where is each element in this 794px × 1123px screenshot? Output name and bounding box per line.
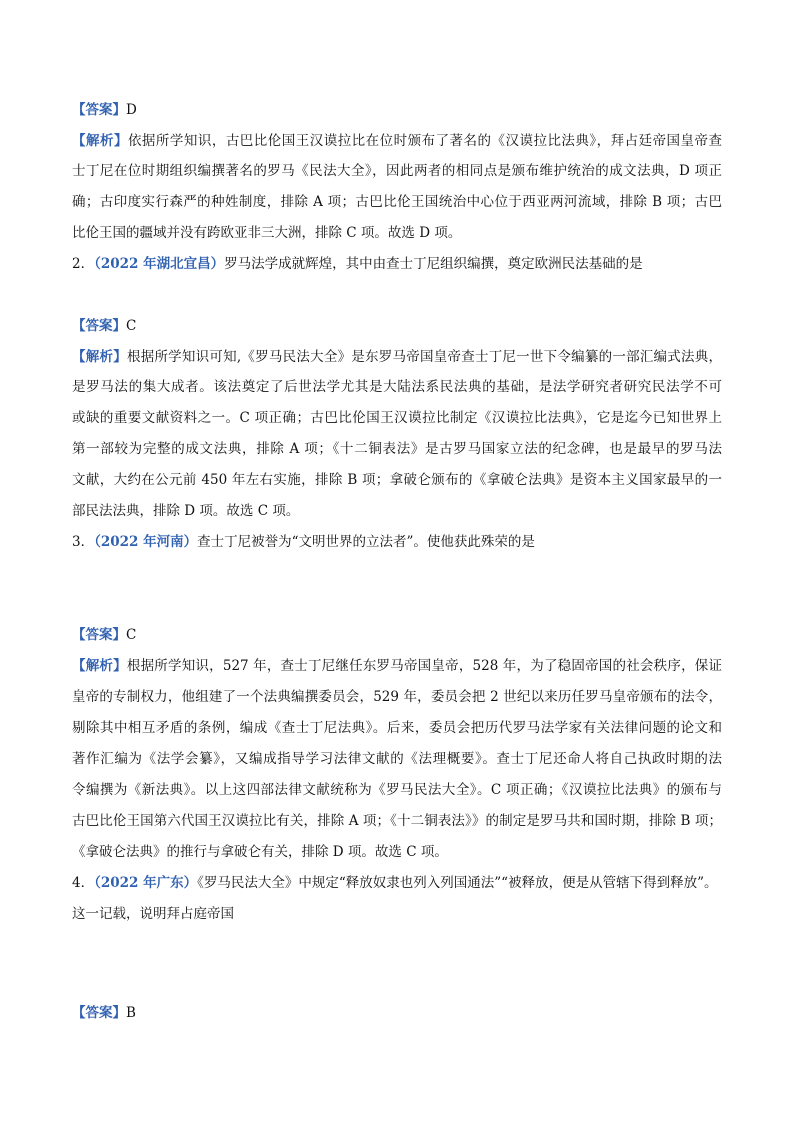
q2-stem: 2．（2022 年湖北宜昌）罗马法学成就辉煌，其中由查士丁尼组织编撰，奠定欧洲民法基础的是 (72, 256, 643, 272)
q3-analysis-line: 皇帝的专制权力，他组建了一个法典编撰委员会，529 年，委员会把 2 世纪以来历任罗马皇帝颁布的法令， (72, 689, 722, 705)
q3-answer: 【答案】C (72, 627, 137, 643)
q2-analysis-line: 是罗马法的集大成者。该法奠定了后世法学尤其是大陆法系民法典的基础，是法学研究者研究民法学不可 (72, 379, 722, 395)
q1-analysis-line: 【解析】依据所学知识，古巴比伦国王汉谟拉比在位时颁布了著名的《汉谟拉比法典》，拜占廷帝国皇帝查 (72, 133, 722, 149)
q1-analysis-line: 比伦王国的疆域并没有跨欧亚非三大洲，排除 C 项。故选 D 项。 (72, 225, 462, 241)
q2-analysis-line: 文献，大约在公元前 450 年左右实施，排除 B 项；拿破仑颁布的《拿破仑法典》是资本主义国家最早的一 (72, 472, 722, 488)
q2-analysis-line: 【解析】根据所学知识可知,《罗马民法大全》是东罗马帝国皇帝查士丁尼一世下令编纂的一部汇编式法典， (72, 349, 722, 365)
q2-analysis-line: 第一部较为完整的成文法典，排除 A 项；《十二铜表法》是古罗马国家立法的纪念碑，也是最早的罗马法 (72, 441, 722, 457)
q1-answer: 【答案】D (72, 102, 137, 118)
q1-analysis-line: 士丁尼在位时期组织编撰著名的罗马《民法大全》，因此两者的相同点是颁布维护统治的成文法典，D 项正 (72, 163, 722, 179)
q3-analysis-line: 《拿破仑法典》的推行与拿破仑有关，排除 D 项。故选 C 项。 (72, 844, 448, 860)
q3-analysis-line: 剔除其中相互矛盾的条例，编成《查士丁尼法典》。后来，委员会把历代罗马法学家有关法律问题的论文和 (72, 720, 722, 736)
q4-stem: 4．（2022 年广东）《罗马民法大全》中规定“释放奴隶也列入列国通法”“被释放，便是从管辖下得到释放”。 (72, 875, 718, 891)
q2-analysis-line: 或缺的重要文献资料之一。C 项正确；古巴比伦国王汉谟拉比制定《汉谟拉比法典》，它是迄今已知世界上 (72, 410, 722, 426)
q2-answer: 【答案】C (72, 318, 137, 334)
q3-stem: 3．（2022 年河南）查士丁尼被誉为“文明世界的立法者”。使他获此殊荣的是 (72, 534, 535, 550)
q3-analysis-line: 著作汇编为《法学会纂》，又编成指导学习法律文献的《法理概要》。查士丁尼还命人将自己执政时期的法 (72, 751, 722, 767)
q3-analysis-line: 令编撰为《新法典》。以上这四部法律文献统称为《罗马民法大全》。C 项正确；《汉谟拉比法典》的颁布与 (72, 782, 722, 798)
q3-analysis-line: 古巴比伦王国第六代国王汉谟拉比有关，排除 A 项；《十二铜表法》》的制定是罗马共和国时期，排除 B 项； (72, 813, 722, 829)
q3-analysis-line: 【解析】根据所学知识，527 年，查士丁尼继任东罗马帝国皇帝，528 年，为了稳固帝国的社会秩序，保证 (72, 658, 722, 674)
q2-analysis-line: 部民法法典，排除 D 项。故选 C 项。 (72, 503, 300, 519)
q4-answer: 【答案】B (72, 1005, 136, 1021)
q1-analysis-line: 确；古印度实行森严的种姓制度，排除 A 项；古巴比伦王国统治中心位于西亚两河流域，排除 B 项；古巴 (72, 194, 722, 210)
q4-stem-continued: 这一记载，说明拜占庭帝国 (72, 906, 234, 922)
